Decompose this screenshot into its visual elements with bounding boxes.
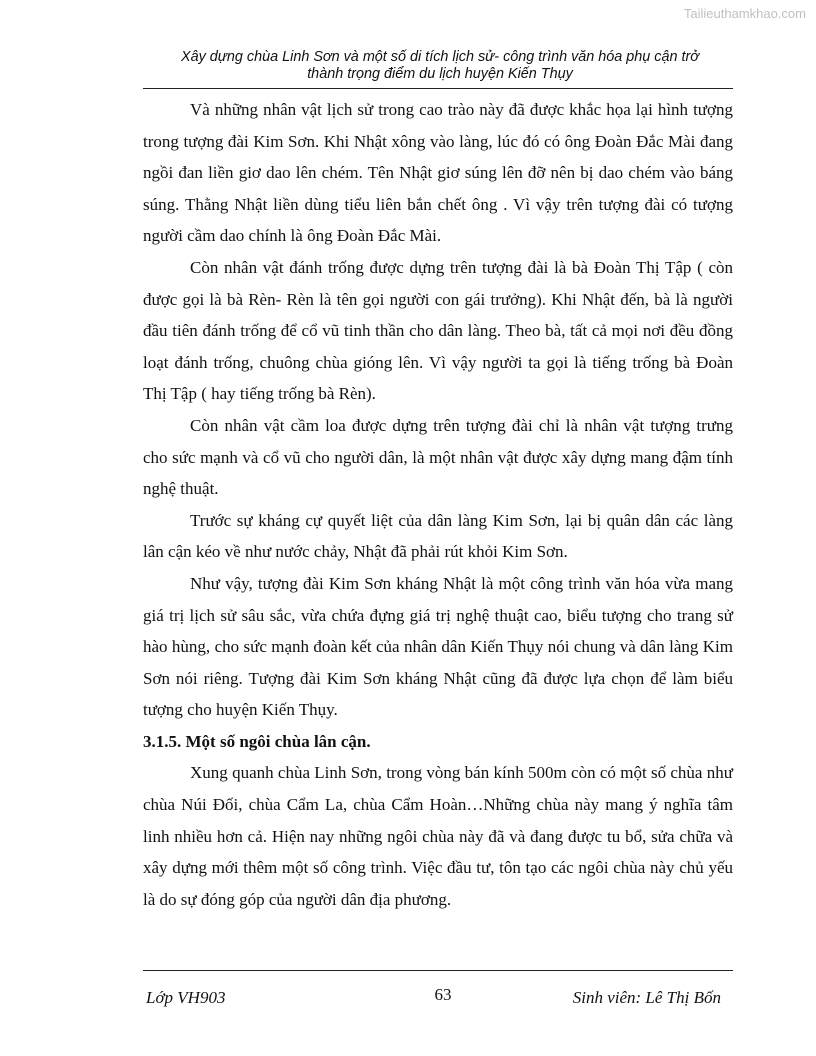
paragraph: Như vậy, tượng đài Kim Sơn kháng Nhật là một công trình văn hóa vừa mang giá trị lịch sử sâu sắc, vừa chứa đựng giá trị nghệ thuật cao, biểu tượng cho trang sử hào hùng, cho sức mạnh đoàn kết của nhân dân Kiến Thụy nói chung và dân làng Kim Sơn nói riêng. Tượng đài Kim Sơn kháng Nhật cũng đã được lựa chọn để làm biểu tượng cho huyện Kiến Thụy. — [143, 573, 733, 720]
paragraph: Còn nhân vật đánh trống được dựng trên tượng đài là bà Đoàn Thị Tập ( còn được gọi là bà Rèn- Rèn là tên gọi người con gái trưởng). Khi Nhật đến, bà là người đầu tiên đánh trống để cổ vũ tinh thần cho dân làng. Theo bà, tất cả mọi nơi đều đồng loạt đánh trống, chuông chùa gióng lên. Vì vậy người ta gọi là tiếng trống bà Đoàn Thị Tập ( hay tiếng trống bà Rèn). — [143, 257, 733, 404]
running-header — [140, 49, 740, 83]
paragraph: Và những nhân vật lịch sử trong cao trào này đã được khắc họa lại hình tượng trong tượng đài Kim Sơn. Khi Nhật xông vào làng, lúc đó có ông Đoàn Đắc Mài đang ngồi đan liền giơ dao lên chém. Tên Nhật giơ súng lên đỡ nên bị dao chém vào báng súng. Thằng Nhật liền dùng tiểu liên bắn chết ông . Vì vậy trên tượng đài có tượng người cầm dao chính là ông Đoàn Đắc Mài. — [143, 100, 733, 246]
header-line-1: Xây dựng chùa Linh Sơn và một số di tích lịch sử- công trình văn hóa phụ cận trở — [180, 49, 699, 65]
section-heading: 3.1.5. Một số ngôi chùa lân cận. — [143, 731, 371, 751]
footer-divider — [143, 970, 733, 971]
page-number: 63 — [434, 985, 452, 1004]
header-divider — [143, 88, 733, 89]
page-footer — [143, 985, 733, 1009]
page-body — [143, 94, 733, 915]
watermark: Tailieuthamkhao.com — [683, 6, 806, 21]
footer-student-name: Sinh viên: Lê Thị Bốn — [572, 988, 721, 1007]
footer-class-label: Lớp VH903 — [146, 988, 226, 1007]
header-line-2: thành trọng điểm du lịch huyện Kiến Thụy — [307, 66, 573, 82]
paragraph: Xung quanh chùa Linh Sơn, trong vòng bán kính 500m còn có một số chùa như chùa Núi Đối, chùa Cẩm La, chùa Cẩm Hoàn…Những chùa này mang ý nghĩa tâm linh nhiều hơn cả. Hiện nay những ngôi chùa này đã và đang được tu bổ, sửa chữa và xây dựng mới thêm một số công trình. Việc đầu tư, tôn tạo các ngôi chùa này chủ yếu là do sự đóng góp của người dân địa phương. — [143, 763, 733, 909]
paragraph: Còn nhân vật cầm loa được dựng trên tượng đài chỉ là nhân vật tượng trưng cho sức mạnh và cổ vũ cho người dân, là một nhân vật được xây dựng mang đậm tính nghệ thuật. — [143, 415, 733, 499]
paragraph: Trước sự kháng cự quyết liệt của dân làng Kim Sơn, lại bị quân dân các làng lân cận kéo về như nước chảy, Nhật đã phải rút khỏi Kim Sơn. — [143, 510, 733, 562]
